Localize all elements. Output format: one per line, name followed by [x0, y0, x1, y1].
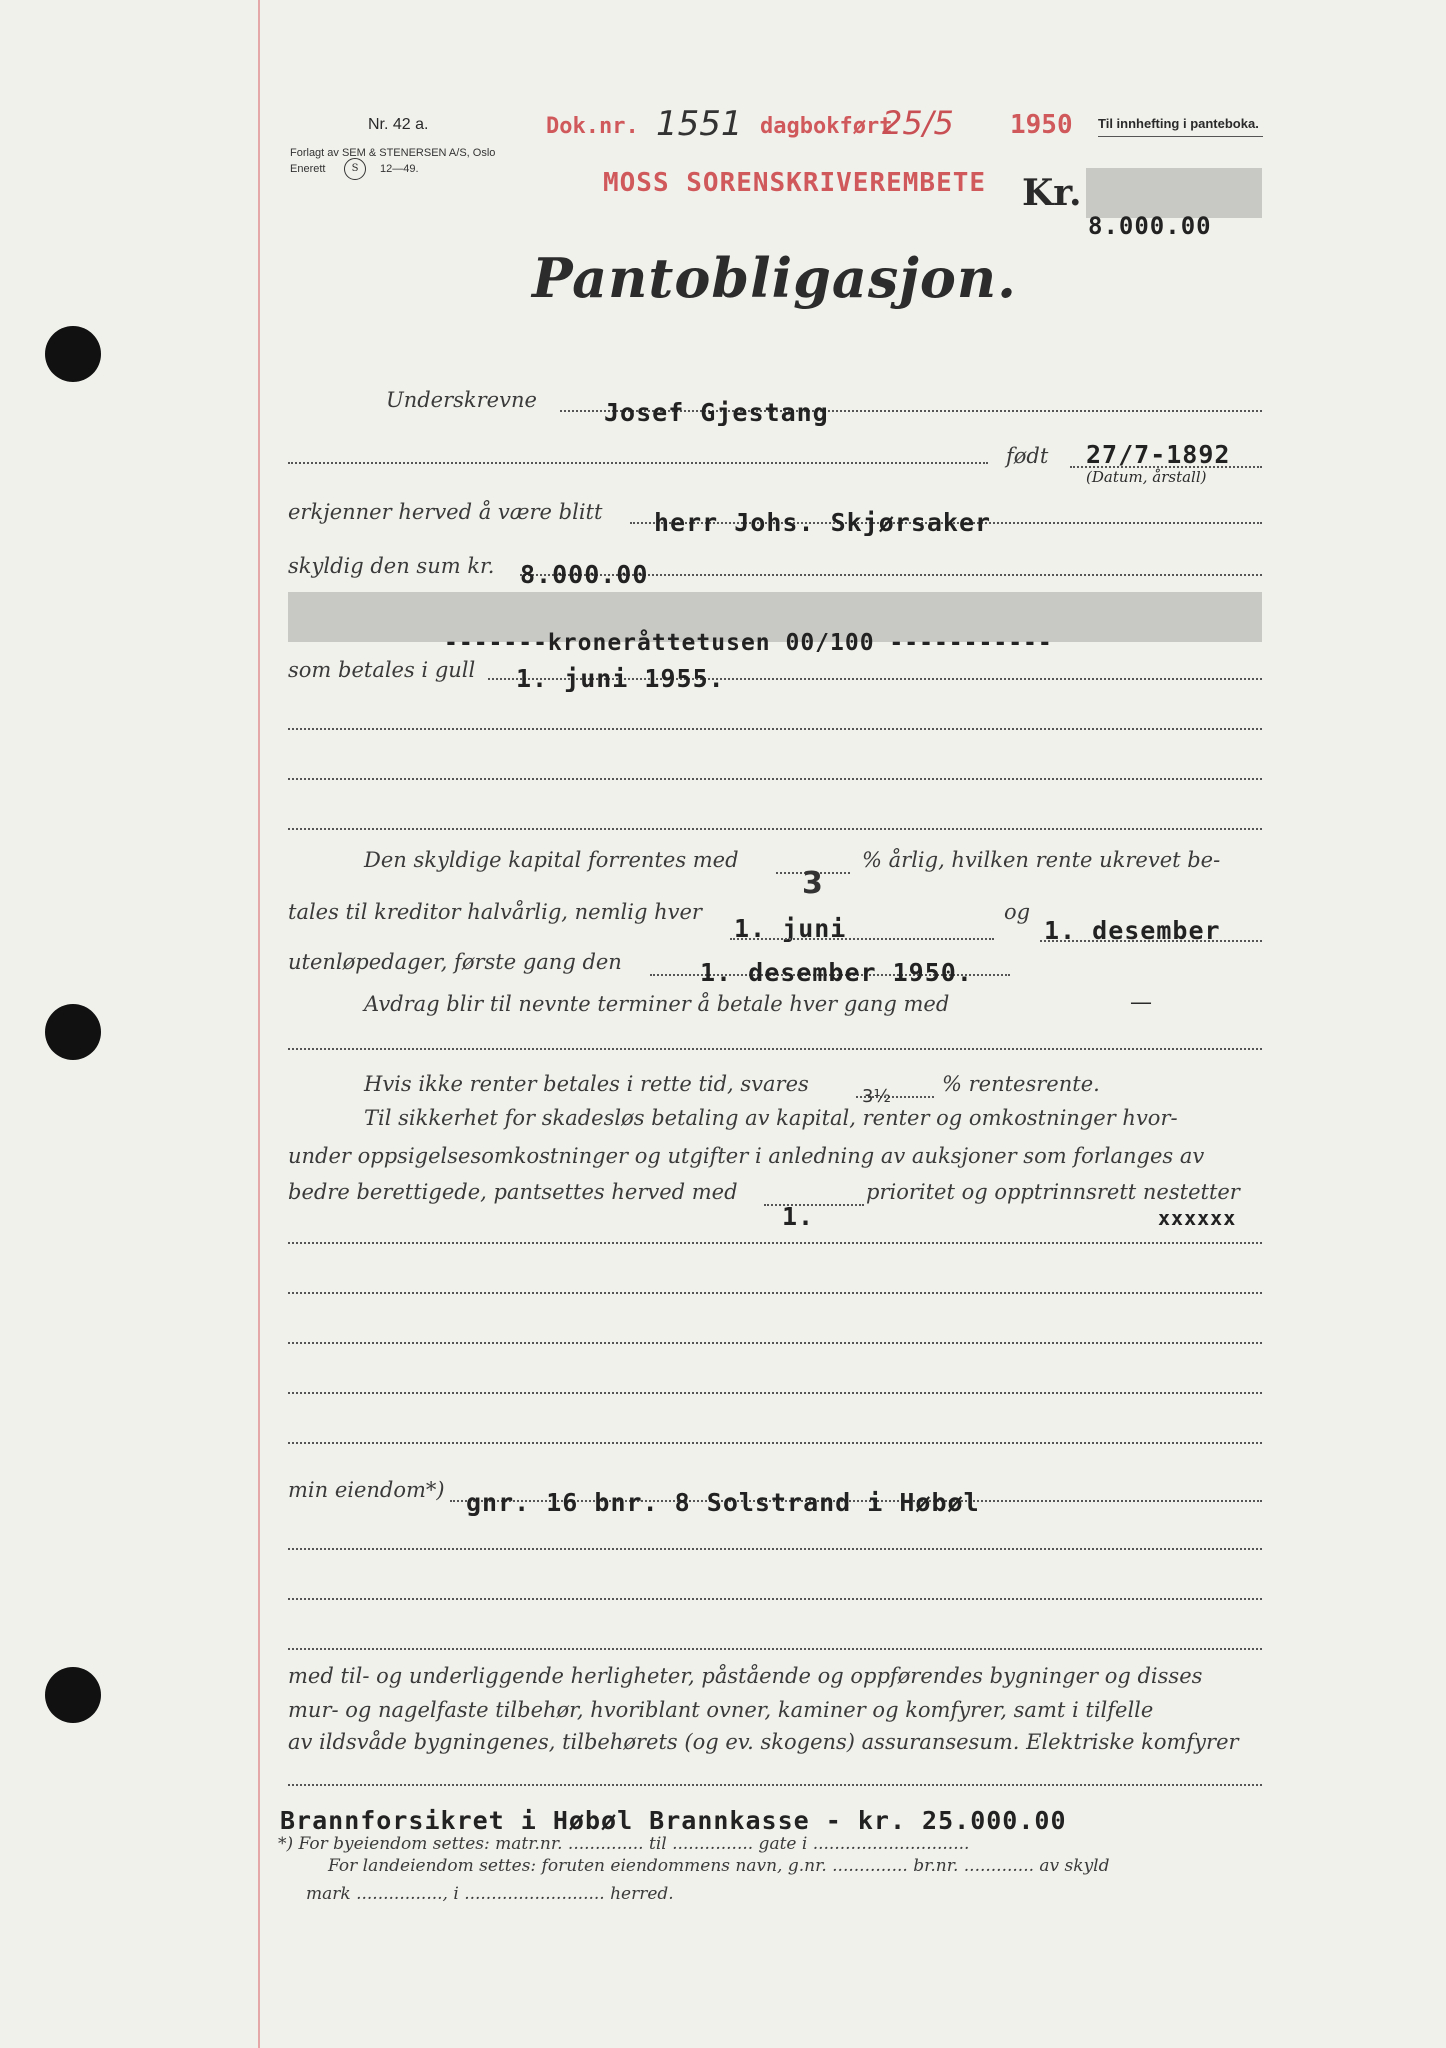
interest-line5-a: Hvis ikke renter betales i rette tid, svares: [364, 1072, 809, 1096]
dok-number: 1551: [656, 104, 743, 144]
interest-rate-value: 3: [802, 866, 823, 901]
blank-line-8: [288, 1442, 1262, 1444]
blank-line-5: [288, 1292, 1262, 1294]
blank-line-10: [288, 1598, 1262, 1600]
publisher-date: 12—49.: [380, 163, 419, 175]
fodt-hint: (Datum, årstall): [1086, 468, 1207, 486]
creditor-value: herr Johs. Skjørsaker: [654, 508, 992, 537]
fodt-value: 27/7-1892: [1086, 440, 1231, 469]
blank-line-3: [288, 828, 1262, 830]
blank-line-4: [288, 1242, 1262, 1244]
property-value: gnr. 16 bnr. 8 Solstrand i Høbøl: [466, 1488, 980, 1517]
closing-line2: mur- og nagelfaste tilbehør, hvoriblant ovner, kaminer og komfyrer, samt i tilfelle: [288, 1698, 1154, 1722]
skyldig-label: skyldig den sum kr.: [288, 554, 495, 578]
dagbokfort-date: 25/5: [882, 104, 954, 142]
publisher-line: Forlagt av SEM & STENERSEN A/S, Oslo: [290, 147, 496, 159]
office-stamp: MOSS SORENSKRIVEREMBETE: [603, 168, 987, 198]
interest-line2-a: tales til kreditor halvårlig, nemlig hver: [288, 900, 702, 924]
rentesrente-value: 3½: [862, 1086, 891, 1107]
og-label: og: [1004, 900, 1031, 924]
fodt-pre-line: [288, 462, 988, 464]
avdrag-line: [288, 1048, 1262, 1050]
interest-line1-a: Den skyldige kapital forrentes med: [364, 848, 739, 872]
closing-line: [288, 1784, 1262, 1786]
publisher-enerett: Enerett: [290, 163, 326, 175]
punch-hole-bottom: [45, 1667, 101, 1723]
innhefting-note: Til innhefting i panteboka.: [1098, 116, 1259, 131]
term2-line: [1040, 940, 1262, 942]
interest-line8-b: prioritet og opptrinnsrett nestetter: [866, 1180, 1240, 1204]
dagbokfort-label: dagbokført: [760, 114, 893, 139]
interest-line1-b: % årlig, hvilken rente ukrevet be-: [862, 848, 1221, 872]
insurance-value: Brannforsikret i Høbøl Brannkasse - kr. 25.000.00: [280, 1806, 1067, 1835]
blank-line-2: [288, 778, 1262, 780]
priority-value: 1.: [782, 1202, 815, 1231]
blank-line-9: [288, 1548, 1262, 1550]
year-stamp: 1950: [1010, 110, 1073, 140]
closing-line3: av ildsvåde bygningenes, tilbehørets (og ev. skogens) assuransesum. Elektriske komfyrer: [288, 1730, 1239, 1754]
page-title: Pantobligasjon.: [532, 246, 1017, 310]
blank-line-1: [288, 728, 1262, 730]
first-date-value: 1. desember 1950.: [700, 958, 973, 987]
footnote-line3: mark ................, i .......................... herred.: [306, 1884, 674, 1904]
underskrevne-label: Underskrevne: [386, 388, 537, 412]
interest-line3-a: utenløpedager, første gang den: [288, 950, 622, 974]
property-label: min eiendom*): [288, 1478, 445, 1502]
amount-words: -------kroneråttetusen 00/100 -----------: [444, 630, 1053, 656]
blank-line-6: [288, 1342, 1262, 1344]
punch-hole-middle: [45, 1004, 101, 1060]
term2-value: 1. desember: [1044, 916, 1221, 945]
blank-line-7: [288, 1392, 1262, 1394]
dok-label: Dok.nr.: [546, 114, 639, 139]
fodt-label: født: [1006, 444, 1049, 468]
footnote-line1: *) For byeiendom settes: matr.nr. .............. til ............... gate i .............................: [278, 1834, 970, 1854]
interest-line7: under oppsigelsesomkostninger og utgifter i anledning av auksjoner som forlanges av: [288, 1144, 1205, 1168]
publisher-logo: S: [344, 158, 366, 180]
blank-line-11: [288, 1648, 1262, 1650]
gull-value: 1. juni 1955.: [516, 664, 725, 693]
erkjenner-label: erkjenner herved å være blitt: [288, 500, 603, 524]
footnote-line2: For landeiendom settes: foruten eiendommens navn, g.nr. .............. br.nr. ............. av skyld: [328, 1856, 1110, 1876]
amount-value: 8.000.00: [1088, 212, 1212, 240]
kr-label: Kr.: [1022, 172, 1082, 214]
interest-line5-b: % rentesrente.: [942, 1072, 1100, 1096]
avdrag-value: —: [1130, 990, 1152, 1015]
innhefting-underline: [1098, 136, 1263, 137]
interest-line4-a: Avdrag blir til nevnte terminer å betale hver gang med: [364, 992, 950, 1016]
interest-line8-a: bedre berettigede, pantsettes herved med: [288, 1180, 738, 1204]
closing-line1: med til- og underliggende herligheter, påstående og oppførendes bygninger og disses: [288, 1664, 1203, 1688]
underskrevne-value: Josef Gjestang: [604, 398, 829, 427]
punch-hole-top: [45, 326, 101, 382]
form-number: Nr. 42 a.: [368, 116, 429, 133]
red-margin-line: [258, 0, 260, 2048]
interest-line6: Til sikkerhet for skadesløs betaling av kapital, renter og omkostninger hvor-: [364, 1106, 1178, 1130]
skyldig-value: 8.000.00: [520, 560, 649, 589]
term1-line: [730, 938, 994, 940]
amount-box: [1086, 168, 1262, 218]
xxxx-value: xxxxxx: [1158, 1206, 1237, 1230]
term1-value: 1. juni: [734, 914, 847, 943]
gull-label: som betales i gull: [288, 658, 476, 682]
